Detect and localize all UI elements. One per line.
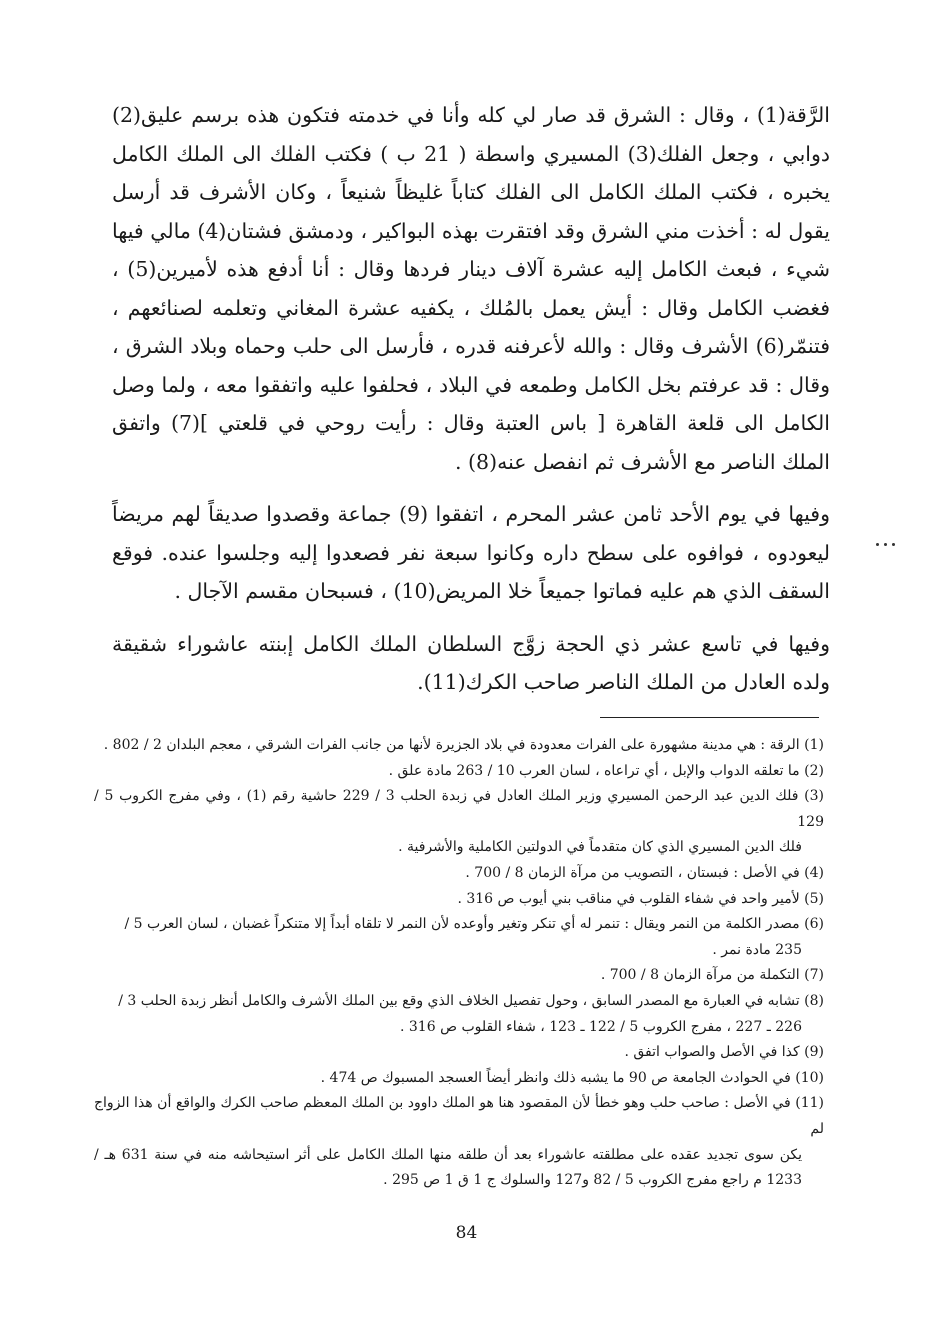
- footnote-continuation: يكن سوى تجديد عقده على مطلقته عاشوراء بعد أن طلقه منها الملك الكامل على أثر استيحاشه منه في سنة 631 هـ / 1233 م راجع مفرج الكروب 5 / 82 و127 والسلوك ج 1 ق 1 ص 295 .: [94, 1146, 802, 1189]
- footnote-number: (7): [804, 967, 824, 984]
- footnote-text: تشابه في العبارة مع المصدر السابق ، وحول تفصيل الخلاف الذي وقع بين الملك الأشرف والكامل أنظر زبدة الحلب 3 /: [118, 992, 800, 1009]
- footnote-text: في الأصل : فبستان ، التصويب من مرآة الزمان 8 / 700 .: [465, 864, 800, 881]
- scan-edge-marks: [876, 531, 916, 537]
- footnote-number: (1): [804, 737, 824, 753]
- footnote-5: [94, 887, 824, 913]
- footnote-number: (3): [804, 788, 824, 805]
- footnote-7: [94, 963, 824, 989]
- footnote-8: [94, 989, 824, 1040]
- footnote-text: فلك الدين عبد الرحمن المسيري وزير الملك العادل في زبدة الحلب 3 / 229 حاشية رقم (1) ، وفي مفرج الكروب 5 / 129: [94, 788, 824, 830]
- footnote-text: الرقة : هي مدينة مشهورة على الفرات معدودة في بلاد الجزيرة لأنها من جانب الفرات الشرقي ، معجم البلدان 2 / 802 .: [103, 737, 800, 753]
- footnotes: [94, 733, 824, 1194]
- footnote-11: [94, 1091, 824, 1193]
- footnote-text: كذا في الأصل والصواب اتفق .: [624, 1044, 800, 1061]
- footnote-number: (5): [804, 890, 824, 907]
- footnote-continuation: 235 مادة نمر .: [712, 941, 802, 958]
- footnote-text: لأمير واحد في شفاء القلوب في مناقب بني أيوب ص 316 .: [457, 890, 800, 907]
- footnote-number: (6): [804, 916, 824, 933]
- footnote-3: [94, 784, 824, 861]
- footnote-number: (4): [804, 864, 824, 881]
- footnote-6: [94, 912, 824, 963]
- footnote-number: (2): [804, 762, 824, 779]
- footnote-10: [94, 1066, 824, 1092]
- footnote-text: في الأصل : صاحب حلب وهو خطأ لأن المقصود هنا هو الملك داوود بن الملك المعظم صاحب الكرك والواقع أن هذا الزواج لم: [94, 1095, 824, 1137]
- footnote-text: في الحوادث الجامعة ص 90 ما يشبه ذلك وانظر أيضاً العسجد المسبوك ص 474 .: [320, 1069, 791, 1086]
- paragraph-2: وفيها في يوم الأحد ثامن عشر المحرم ، اتفقوا (9) جماعة وقصدوا صديقاً لهم مريضاً ليعودوه ، فوافوه على سطح داره وكانوا سبعة نفر فصعدوا إليه وجلسوا عنده. فوقع السقف الذي هم عليه فماتوا جميعاً خلا المريض(10) ، فسبحان مقسم الآجال .: [112, 502, 830, 603]
- paragraph-1: الرَّقة(1) ، وقال : الشرق قد صار لي كله وأنا في خدمته فتكون هذه برسم عليق(2) دوابي ، وجعل الفلك(3) المسيري واسطة ( 21 ب ) فكتب الفلك الى الملك الكامل يخبره ، فكتب الملك الكامل الى الفلك كتاباً غليظاً شنيعاً ، وكان الأشرف قد أرسل يقول له : أخذت مني الشرق وقد افتقرت بهذه البواكير ، ودمشق فشتان(4) مالي فيها شيء ، فبعث الكامل إليه عشرة آلاف دينار فردها وقال : أنا أدفع هذه لأميرين(5) ، فغضب الكامل وقال : أيش يعمل بالمُلك ، يكفيه عشرة المغاني وتعلمه لصنائعهم ، فتنمّر(6) الأشرف وقال : والله لأعرفنه قدره ، فأرسل الى حلب وحماه وبلاد الشرق ، وقال : قد عرفتم بخل الكامل وطمعه في البلاد ، فحلفوا عليه واتفقوا معه ، ولما وصل الكامل الى قلعة القاهرة [ باس العتبة وقال : رأيت روحي في قلعتي ](7) واتفق الملك الناصر مع الأشرف ثم انفصل عنه(8) .: [112, 103, 831, 474]
- footnote-4: [94, 861, 824, 887]
- footnote-separator: [600, 717, 819, 718]
- footnote-9: [94, 1040, 824, 1066]
- edge-dot: [884, 543, 887, 546]
- edge-dot: [892, 543, 895, 546]
- footnote-number: (9): [804, 1044, 824, 1061]
- footnote-text: التكملة من مرآة الزمان 8 / 700 .: [600, 967, 800, 984]
- main-text-body: [112, 96, 830, 702]
- footnote-continuation: فلك الدين المسيري الذي كان متقدماً في الدولتين الكاملية والأشرفية .: [398, 839, 802, 856]
- footnote-number: (8): [804, 992, 824, 1009]
- footnote-number: (10): [795, 1069, 824, 1086]
- paragraph-3: وفيها في تاسع عشر ذي الحجة زوَّج السلطان الملك الكامل إبنته عاشوراء شقيقة ولده العادل من الملك الناصر صاحب الكرك(11).: [112, 631, 830, 694]
- footnote-1: [94, 733, 824, 759]
- edge-dot: [876, 543, 879, 546]
- footnote-2: [94, 759, 824, 785]
- footnote-continuation: 226 ـ 227 ، مفرج الكروب 5 / 122 ـ 123 ، شفاء القلوب ص 316 .: [399, 1018, 802, 1035]
- page-number: 84: [455, 1223, 478, 1243]
- footnote-number: (11): [795, 1095, 824, 1112]
- footnote-text: مصدر الكلمة من النمر ويقال : تنمر له أي تنكر وتغير وأوعده لأن النمر لا تلقاه أبداً إلا متنكراً غضبان ، لسان العرب 5 /: [124, 916, 800, 933]
- footnote-text: ما تعلقه الدواب والإبل ، أي تراعاه ، لسان العرب 10 / 263 مادة علق .: [388, 762, 800, 779]
